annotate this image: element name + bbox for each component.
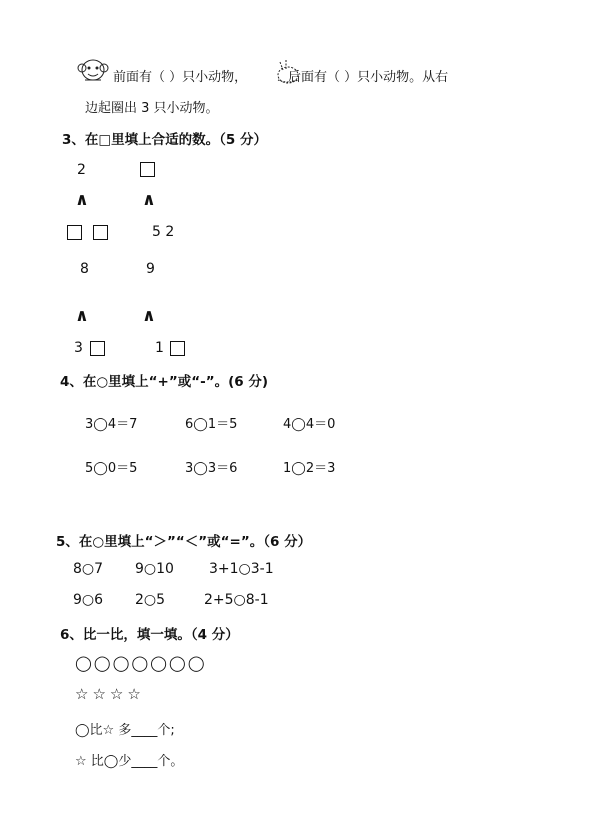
q3-caret: ∧ [142, 306, 156, 326]
q5-item[interactable]: 3+1○3-1 [209, 561, 274, 577]
q4-item[interactable]: 3◯4＝7 [85, 417, 138, 432]
q4-item[interactable]: 4◯4＝0 [283, 417, 336, 432]
q3-caret: ∧ [75, 190, 89, 210]
q3-row1-left: 2 [77, 162, 86, 178]
monkey-icon [76, 56, 110, 86]
q3-answer-box[interactable] [140, 162, 155, 177]
q3-caret: ∧ [75, 306, 89, 326]
q6-line1[interactable]: ◯比☆ 多____个; [75, 723, 175, 738]
q3-row4-left: 8 [80, 261, 89, 277]
q5-item[interactable]: 9○6 [73, 592, 104, 608]
q2-text-b: 后面有（ ）只小动物。从右 [288, 70, 449, 85]
q4-item[interactable]: 3◯3＝6 [185, 461, 238, 476]
q3-row3-right: 5 2 [152, 224, 175, 240]
q6-circles: ◯◯◯◯◯◯◯ [75, 654, 207, 672]
q3-heading: 3、在□里填上合适的数。（5 分） [62, 132, 267, 148]
q5-heading: 5、在○里填上“＞”“＜”或“=”。（6 分） [56, 534, 312, 550]
q4-heading: 4、在○里填上“+”或“-”。(6 分) [60, 374, 269, 390]
q6-stars: ☆☆☆☆ [75, 685, 145, 703]
q3-caret: ∧ [142, 190, 156, 210]
q4-item[interactable]: 1◯2＝3 [283, 461, 336, 476]
q4-item[interactable]: 6◯1＝5 [185, 417, 238, 432]
q5-item[interactable]: 2○5 [135, 592, 166, 608]
q3-answer-box[interactable] [93, 225, 108, 240]
q3-row6-right: 1 [155, 340, 164, 356]
q6-line2[interactable]: ☆ 比◯少____个。 [75, 754, 184, 769]
q3-row4-right: 9 [146, 261, 155, 277]
q3-answer-box[interactable] [67, 225, 82, 240]
q5-item[interactable]: 8○7 [73, 561, 104, 577]
q5-item[interactable]: 2+5○8-1 [204, 592, 269, 608]
q5-item[interactable]: 9○10 [135, 561, 174, 577]
q2-line2: 边起圈出 3 只小动物。 [85, 101, 219, 116]
q4-item[interactable]: 5◯0＝5 [85, 461, 138, 476]
q3-answer-box[interactable] [170, 341, 185, 356]
q6-heading: 6、比一比，填一填。（4 分） [60, 627, 239, 643]
q3-row6-left: 3 [74, 340, 83, 356]
q2-text-a: 前面有（ ）只小动物， [113, 70, 248, 85]
q3-answer-box[interactable] [90, 341, 105, 356]
